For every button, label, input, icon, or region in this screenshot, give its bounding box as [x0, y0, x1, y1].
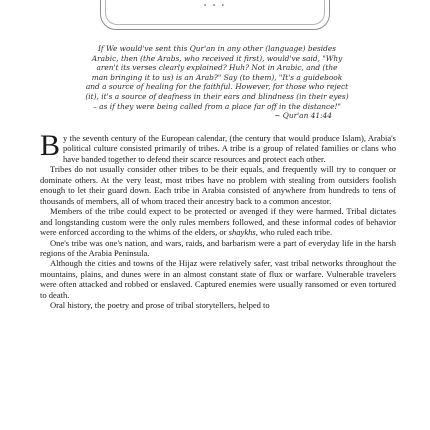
epigraph-line: man bringing it to us) is an Arab?" Say (to them), "It's a guidebook	[91, 72, 343, 82]
paragraph-3-text-a: Members of the tribe could expect to be protected or avenged if they were harmed. Tribal dictates and longstanding custom were the only rules members followed, and these informal codes of behavior were enforced according to the whims of the elders, or	[40, 206, 396, 238]
drop-cap: B	[40, 129, 61, 162]
epigraph-line: and a source of healing for the faithful. However, for those who reject	[85, 82, 349, 92]
epigraph-line: (it), it's a source of deafness in their ears and blindness (in their eyes)	[85, 91, 349, 101]
epigraph-line: – as if they were being called from a place far off in the distance!"	[93, 101, 341, 111]
epigraph-line: aren't its verses clearly explained? Huh? Not in Arabic, and (the	[96, 63, 338, 73]
epigraph-line: If We would've sent this Qur'an in any other (language) besides	[97, 44, 337, 53]
term-shaykhs: shaykhs	[228, 227, 256, 238]
paragraph-1	[40, 129, 396, 164]
chapter-body	[40, 129, 396, 311]
epigraph-citation: ~ Qur'an 41:44	[274, 111, 332, 121]
paragraph-6: Oral history, the poetry and prose of tribal storytellers, helped to	[50, 300, 270, 311]
paragraph-4: One's tribe was one's nation, and wars, raids, and barbarism were a part of everyday life in the harsh regions of the Arabia Peninsula.	[40, 237, 396, 258]
paragraph-1-text: y the seventh century of the European calendar, (the century that would produce Islam), Arabia's political culture consisted primarily of tribes. A tribe is a group of related families or clans who have banded together to defend their scarce resources and protect each other.	[63, 133, 396, 164]
paragraph-3-text-b: , who ruled each tribe.	[255, 227, 333, 238]
paragraph-2: Tribes do not usually consider other tribes to be their equals, and frequently will try to conquer or dominate others. At the very least, most tribes have no problem with stealing from outsiders foolish enough to let their guard down. Each tribe in Arabia consisted of anywhere from hundreds to tens of thousands of members, all of whom traced their ancestry back to a common ancestor.	[40, 164, 396, 206]
ornament-dots: • • •	[203, 1, 227, 10]
epigraph-line: Arabic, then (the Arabs, who received it first), would've said, "Why	[91, 53, 343, 63]
paragraph-3	[40, 206, 396, 237]
chapter-header-ornament	[100, 0, 330, 30]
epigraph-quote	[58, 44, 376, 121]
paragraph-5: Although the cities and towns of the Hijaz were relatively safer, vast tribal networks throughout the mountains, plains, and dunes were in an almost constant state of flux or warfare. Vulnerable travelers were often attacked and robbed or enslaved. Captured enemies were usually ransomed or even tortured to death.	[40, 258, 396, 300]
